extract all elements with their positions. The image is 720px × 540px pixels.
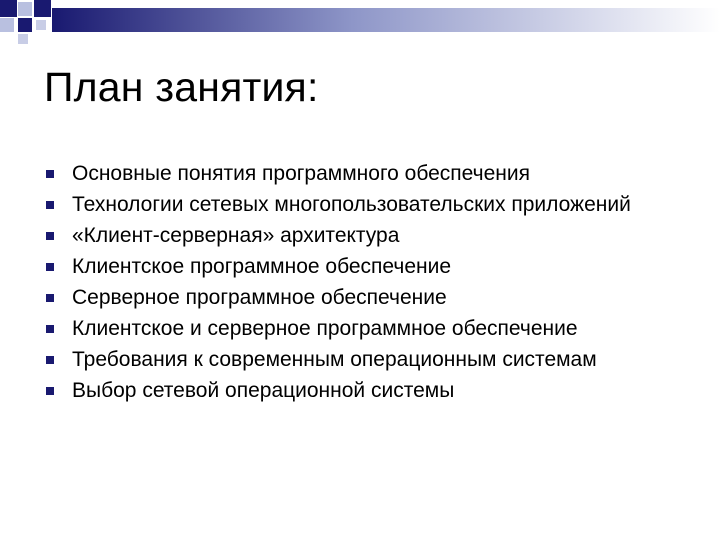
square-bullet-icon — [46, 263, 54, 271]
list-item — [44, 161, 704, 187]
list-item-text: Технологии сетевых многопользовательских приложений — [72, 193, 631, 216]
list-item-text: Серверное программное обеспечение — [72, 286, 447, 309]
list-item-text: Основные понятия программного обеспечения — [72, 162, 530, 185]
list-item — [44, 223, 704, 249]
list-item — [44, 285, 704, 311]
decor-square-light — [18, 34, 28, 44]
list-item — [44, 254, 704, 280]
decor-gradient-bar — [52, 8, 720, 32]
square-bullet-icon — [46, 294, 54, 302]
decor-square-light — [18, 2, 32, 16]
list-item — [44, 347, 704, 373]
list-item-text: Выбор сетевой операционной системы — [72, 379, 455, 402]
slide-title: План занятия: — [44, 64, 319, 110]
decor-square-light — [34, 0, 51, 17]
square-bullet-icon — [46, 356, 54, 364]
square-bullet-icon — [46, 201, 54, 209]
square-bullet-icon — [46, 325, 54, 333]
list-item — [44, 316, 704, 342]
decor-square-light — [36, 20, 46, 30]
list-item-text: Требования к современным операционным системам — [72, 348, 597, 371]
list-item-text: «Клиент-серверная» архитектура — [72, 224, 400, 247]
list-item-text: Клиентское и серверное программное обеспечение — [72, 317, 578, 340]
square-bullet-icon — [46, 170, 54, 178]
decor-square-navy — [0, 0, 17, 17]
list-item — [44, 192, 704, 218]
square-bullet-icon — [46, 232, 54, 240]
decor-square-light — [0, 18, 14, 32]
list-item-text: Клиентское программное обеспечение — [72, 255, 452, 278]
square-bullet-icon — [46, 387, 54, 395]
bullet-list — [44, 161, 704, 409]
list-item — [44, 378, 704, 404]
decor-square-navy — [18, 18, 32, 32]
